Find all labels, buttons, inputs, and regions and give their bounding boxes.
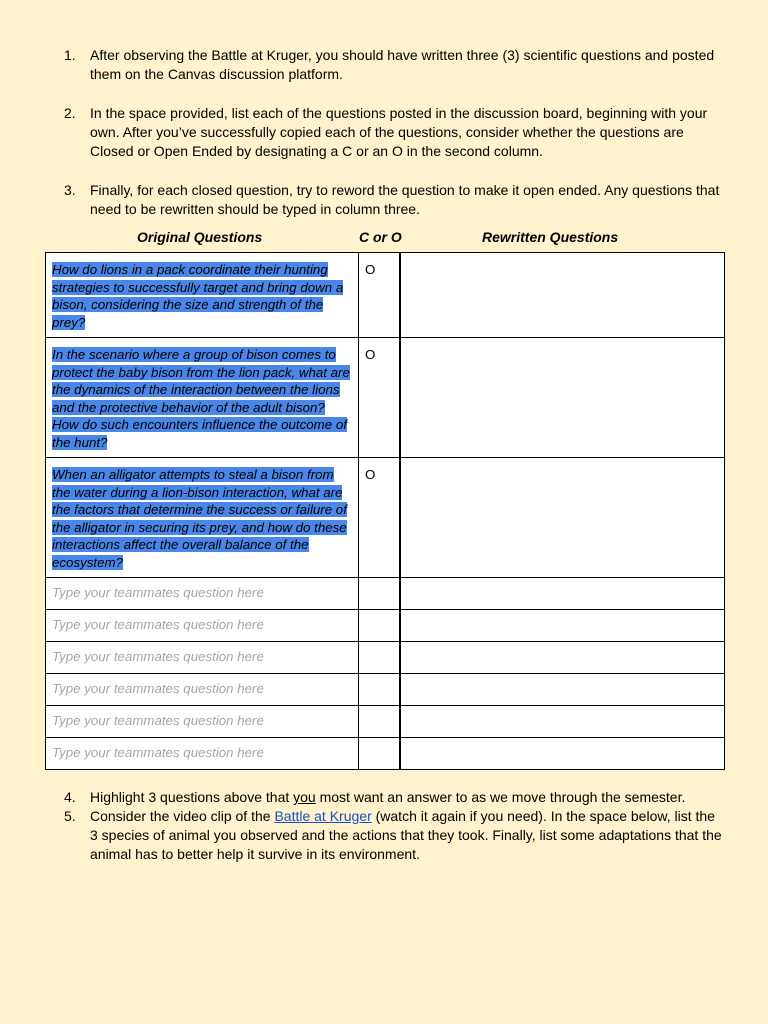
- list-number: 3.: [64, 182, 76, 198]
- rewritten-question-cell[interactable]: [400, 458, 725, 578]
- original-question-cell[interactable]: [46, 738, 359, 770]
- table-row: [46, 458, 725, 578]
- instruction-item-4: [64, 788, 724, 807]
- original-question-cell[interactable]: [46, 706, 359, 738]
- placeholder-text[interactable]: Type your teammates question here: [52, 713, 264, 728]
- original-question-cell[interactable]: [46, 610, 359, 642]
- original-question-cell[interactable]: [46, 458, 359, 578]
- rewritten-question-cell[interactable]: [400, 642, 725, 674]
- c-or-o-cell[interactable]: [359, 338, 400, 458]
- rewritten-question-cell[interactable]: [400, 738, 725, 770]
- instruction-item-2: [64, 104, 724, 161]
- instruction-text: After observing the Battle at Kruger, you should have written three (3) scientific questions and posted them on the Canvas discussion platform.: [90, 47, 715, 82]
- rewritten-question-cell[interactable]: [400, 706, 725, 738]
- rewritten-question-cell[interactable]: [400, 674, 725, 706]
- original-question-cell[interactable]: [46, 642, 359, 674]
- c-or-o-cell[interactable]: [359, 674, 400, 706]
- instruction-text-before: Highlight 3 questions above that: [90, 789, 294, 805]
- header-rewritten-questions: Rewritten Questions: [482, 229, 619, 245]
- list-number: 4.: [64, 789, 76, 805]
- c-or-o-cell[interactable]: [359, 253, 400, 338]
- original-question-cell[interactable]: [46, 338, 359, 458]
- c-or-o-value[interactable]: O: [365, 467, 376, 482]
- original-question-cell[interactable]: [46, 674, 359, 706]
- instruction-item-5: [64, 807, 724, 864]
- header-original-questions: Original Questions: [137, 229, 263, 245]
- placeholder-text[interactable]: Type your teammates question here: [52, 649, 264, 664]
- original-question-cell[interactable]: [46, 578, 359, 610]
- table-row: [46, 642, 725, 674]
- table-row: [46, 338, 725, 458]
- underlined-word: you: [293, 789, 316, 805]
- rewritten-question-cell[interactable]: [400, 338, 725, 458]
- instruction-item-1: [64, 46, 724, 84]
- c-or-o-cell[interactable]: [359, 642, 400, 674]
- table-row: [46, 706, 725, 738]
- c-or-o-cell[interactable]: [359, 738, 400, 770]
- instruction-text-before: Consider the video clip of the: [90, 808, 275, 824]
- battle-at-kruger-link[interactable]: Battle at Kruger: [274, 808, 372, 824]
- instruction-item-3: [64, 181, 724, 219]
- instruction-text: [90, 788, 724, 807]
- original-question-text[interactable]: How do lions in a pack coordinate their hunting strategies to successfully target and bring down a bison, considering the size and strength of the prey?: [52, 262, 344, 330]
- table-row: [46, 738, 725, 770]
- list-number: 5.: [64, 808, 76, 824]
- instruction-text: [90, 807, 724, 864]
- placeholder-text[interactable]: Type your teammates question here: [52, 585, 264, 600]
- rewritten-question-cell[interactable]: [400, 610, 725, 642]
- placeholder-text[interactable]: Type your teammates question here: [52, 681, 264, 696]
- rewritten-question-cell[interactable]: [400, 578, 725, 610]
- c-or-o-value[interactable]: O: [365, 262, 376, 277]
- c-or-o-cell[interactable]: [359, 578, 400, 610]
- instructions-list-top: [64, 46, 724, 239]
- table-row: [46, 610, 725, 642]
- instructions-list-bottom: [64, 788, 724, 864]
- original-question-cell[interactable]: [46, 253, 359, 338]
- c-or-o-cell[interactable]: [359, 458, 400, 578]
- header-c-or-o: C or O: [359, 229, 402, 245]
- table-row: [46, 253, 725, 338]
- instruction-text-after: most want an answer to as we move through the semester.: [315, 789, 686, 805]
- instruction-text: In the space provided, list each of the questions posted in the discussion board, beginning with your own. After you’ve successfully copied each of the questions, consider whether the questions are Closed or Open Ended by designating a C or an O in the second column.: [90, 105, 708, 159]
- original-question-text[interactable]: When an alligator attempts to steal a bison from the water during a lion-bison interaction, what are the factors that determine the success or failure of the alligator in securing its prey, and how do these interactions affect the overall balance of the ecosystem?: [52, 467, 347, 570]
- table-row: [46, 578, 725, 610]
- placeholder-text[interactable]: Type your teammates question here: [52, 617, 264, 632]
- instruction-text: Finally, for each closed question, try to reword the question to make it open ended. Any questions that need to be rewritten should be typed in column three.: [90, 182, 720, 217]
- c-or-o-value[interactable]: O: [365, 347, 376, 362]
- list-number: 1.: [64, 47, 76, 63]
- original-question-text[interactable]: In the scenario where a group of bison comes to protect the baby bison from the lion pack, what are the dynamics of the interaction between the lions and the protective behavior of the adult bison? How do such encounters influence the outcome of the hunt?: [52, 347, 350, 450]
- table-row: [46, 674, 725, 706]
- rewritten-question-cell[interactable]: [400, 253, 725, 338]
- table-header-row: [45, 229, 724, 247]
- placeholder-text[interactable]: Type your teammates question here: [52, 745, 264, 760]
- questions-table: [45, 252, 725, 770]
- c-or-o-cell[interactable]: [359, 610, 400, 642]
- list-number: 2.: [64, 105, 76, 121]
- c-or-o-cell[interactable]: [359, 706, 400, 738]
- instruction-text-after: (watch it again if you need). In the space below, list the 3 species of animal you observed and the actions that they took. Finally, list some adaptations that the animal has to better help it survive in its environment.: [90, 808, 722, 862]
